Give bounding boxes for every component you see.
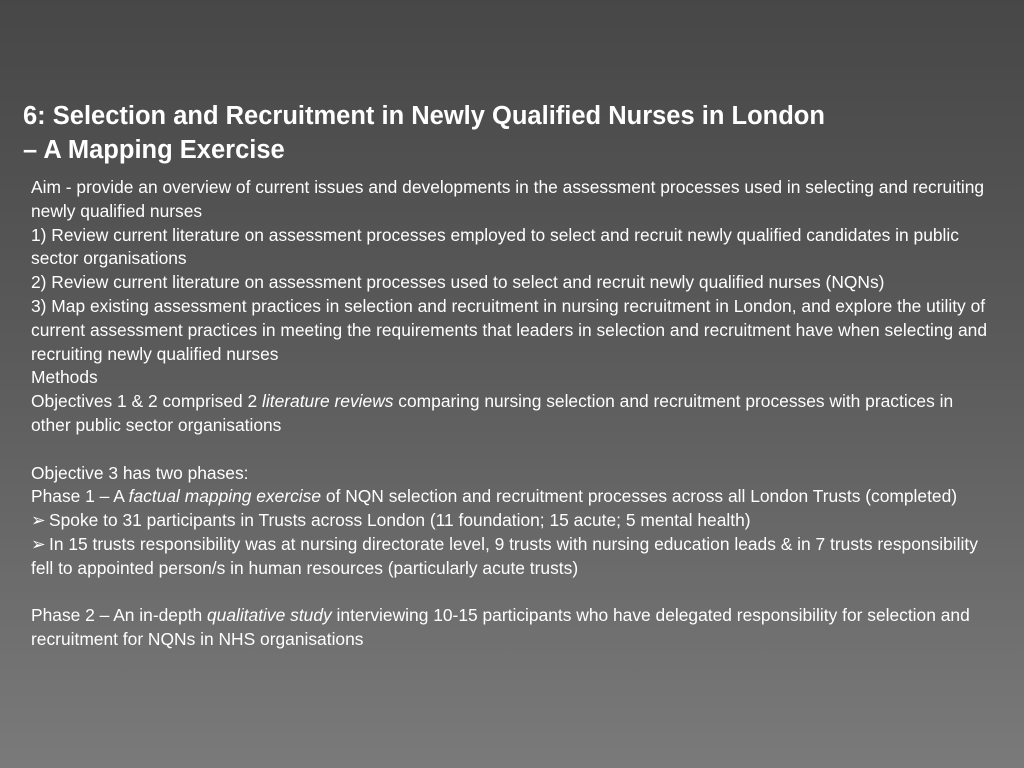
- objective-1: 1) Review current literature on assessment processes employed to select and recruit newly qualified candidates in public sector organisations: [31, 224, 959, 269]
- bullet-text: Spoke to 31 participants in Trusts across London (11 foundation; 15 acute; 5 mental health): [49, 510, 751, 531]
- slide-title: [23, 99, 983, 167]
- aim-text: Aim - provide an overview of current issues and developments in the assessment processes used in selecting and recruiting newly qualified nurses: [31, 177, 985, 221]
- slide-body: [31, 176, 991, 652]
- bullet-item: [31, 533, 991, 581]
- phase-2-text: Phase 2 – An in-depth qualitative study interviewing 10-15 participants who have delegated responsibility for selection and recruitment for NQNs in NHS organisations: [31, 605, 970, 650]
- methods-text: Objectives 1 & 2 comprised 2 literature reviews comparing nursing selection and recruitment processes with practices in other public sector organisations: [31, 391, 954, 435]
- phase-1-italic: factual mapping exercise: [128, 486, 322, 507]
- methods-heading: Methods: [31, 367, 98, 388]
- objective-2: 2) Review current literature on assessment processes used to select and recruit newly qualified nurses (NQNs): [31, 272, 885, 293]
- arrow-bullet-icon: ➢: [31, 510, 46, 531]
- phase-1-text: Phase 1 – A factual mapping exercise of NQN selection and recruitment processes across all London Trusts (completed): [31, 486, 958, 507]
- arrow-bullet-icon: ➢: [31, 533, 46, 554]
- phase-2-italic: qualitative study: [206, 605, 332, 626]
- bullet-item: [31, 509, 991, 533]
- methods-italic: literature reviews: [262, 391, 394, 412]
- bullet-text: In 15 trusts responsibility was at nursing directorate level, 9 trusts with nursing education leads & in 7 trusts responsibility fell to appointed person/s in human resources (particularly acute trusts): [31, 533, 978, 578]
- objective-3-heading: Objective 3 has two phases:: [31, 462, 249, 483]
- title-line-2: – A Mapping Exercise: [23, 136, 285, 164]
- objective-3: 3) Map existing assessment practices in selection and recruitment in nursing recruitment in London, and explore the utility of current assessment practices in meeting the requirements that leaders in selection and recruitment have when selecting and recruiting newly qualified nurses: [31, 295, 988, 364]
- title-line-1: 6: Selection and Recruitment in Newly Qualified Nurses in London: [23, 102, 825, 130]
